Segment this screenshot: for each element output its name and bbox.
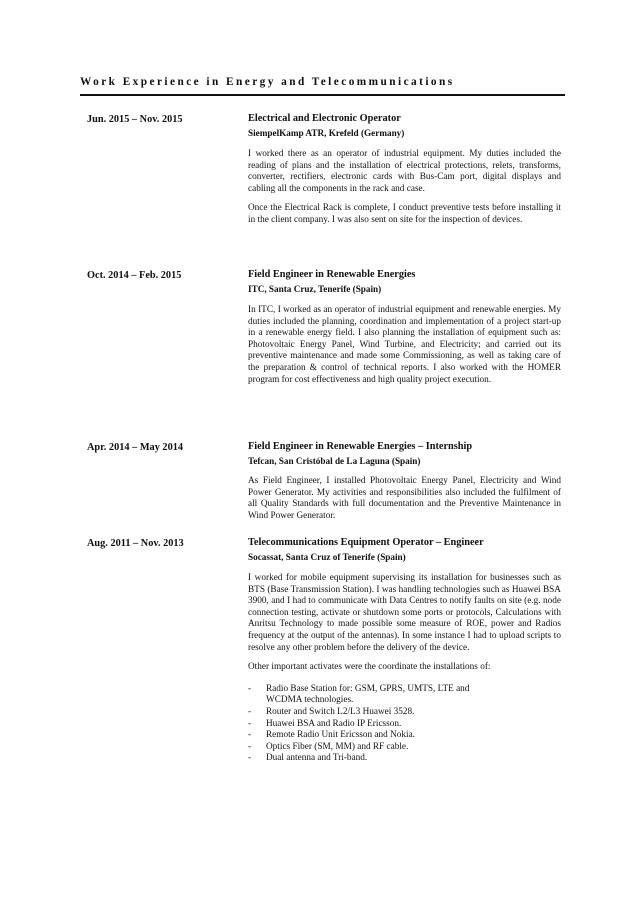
list-dash: - <box>248 683 252 694</box>
list-item-text: Dual antenna and Tri-band. <box>266 753 368 764</box>
job-title: Electrical and Electronic Operator <box>248 113 401 124</box>
entry-body <box>248 268 561 386</box>
list-dash: - <box>248 741 252 752</box>
list-item-text: Remote Radio Unit Ericsson and Nokia. <box>266 730 416 741</box>
description-paragraph: I worked for mobile equipment supervising its installation for businesses such as BTS (Base Transmission Station). I was handling technologies such as Huawei BSA 3900, and I had to communicate with Data Centres to notify faults on site (e.g. node connection testing, activate or shutdown some ports or protocols, Calculations with Anritsu Technology to made possible some measure of ROE, power and Radios frequency at the output of the antennas). In some instance I had to upload scripts to resolve any other problem before the delivery of the device. <box>248 573 561 653</box>
list-item-text: Radio Base Station for: GSM, GPRS, UMTS, LTE and WCDMA technologies. <box>266 683 470 706</box>
entry-date: Aug. 2011 – Nov. 2013 <box>87 538 184 549</box>
entry-body <box>248 440 561 522</box>
list-item-text: Optics Fiber (SM, MM) and RF cable. <box>266 741 409 752</box>
list-dash: - <box>248 730 252 741</box>
list-dash: - <box>248 718 252 729</box>
list-item <box>248 730 488 742</box>
description-paragraph: In ITC, I worked as an operator of industrial equipment and renewable energies. My duties included the planning, coordination and implementation of a project start-up in a renewable energy field. I also planning the installation of equipment such as: Photovoltaic Energy Panel, Wind Turbine, and Electricity; and carried out its preventive maintenance and made some Commissioning, as well as taking care of the preparation & control of technical reports. I also worked with the HOMER program for cost effectiveness and high quality project execution. <box>248 305 561 385</box>
list-item <box>248 719 488 731</box>
company: ITC, Santa Cruz, Tenerife (Spain) <box>248 284 382 294</box>
entry-body <box>248 112 561 227</box>
list-item <box>248 684 488 707</box>
list-item-text: Router and Switch L2/L3 Huawei 3528. <box>266 706 415 717</box>
description-paragraph: As Field Engineer, I installed Photovoltaic Energy Panel, Electricity and Wind Power Generator. My activities and responsibilities also included the fulfilment of all Quality Standards with full documentation and the Preventive Maintenance in Wind Power Generator. <box>248 476 561 521</box>
list-dash: - <box>248 753 252 764</box>
company: Socassat, Santa Cruz of Tenerife (Spain) <box>248 552 406 562</box>
job-title: Field Engineer in Renewable Energies – Internship <box>248 441 473 452</box>
list-dash: - <box>248 706 252 717</box>
list-item <box>248 753 488 765</box>
installations-list <box>248 684 488 765</box>
list-item <box>248 707 488 719</box>
job-title: Field Engineer in Renewable Energies <box>248 269 416 280</box>
section-title: Work Experience in Energy and Telecommunications <box>80 76 455 88</box>
list-item <box>248 742 488 754</box>
entry-date: Apr. 2014 – May 2014 <box>87 442 184 453</box>
description-paragraph: I worked there as an operator of industrial equipment. My duties included the reading of plans and the installation of electrical protections, relets, transforms, converter, rectifiers, electronic cards with Bus-Cam port, digital displays and cabling all the components in the rack and case. <box>248 149 561 194</box>
company: SiempelKamp ATR, Krefeld (Germany) <box>248 128 405 138</box>
entry-date: Jun. 2015 – Nov. 2015 <box>87 114 183 125</box>
description-paragraph: Other important activates were the coordinate the installations of: <box>248 662 491 673</box>
company: Tefcan, San Cristóbal de La Laguna (Spain) <box>248 456 421 466</box>
description-paragraph: Once the Electrical Rack is complete, I conduct preventive tests before installing it in the client company. I was also sent on site for the inspection of devices. <box>248 203 561 225</box>
section-divider <box>80 94 565 96</box>
list-item-text: Huawei BSA and Radio IP Ericsson. <box>266 718 402 729</box>
job-title: Telecommunications Equipment Operator – Engineer <box>248 537 484 548</box>
entry-body <box>248 536 561 765</box>
entry-date: Oct. 2014 – Feb. 2015 <box>87 270 182 281</box>
